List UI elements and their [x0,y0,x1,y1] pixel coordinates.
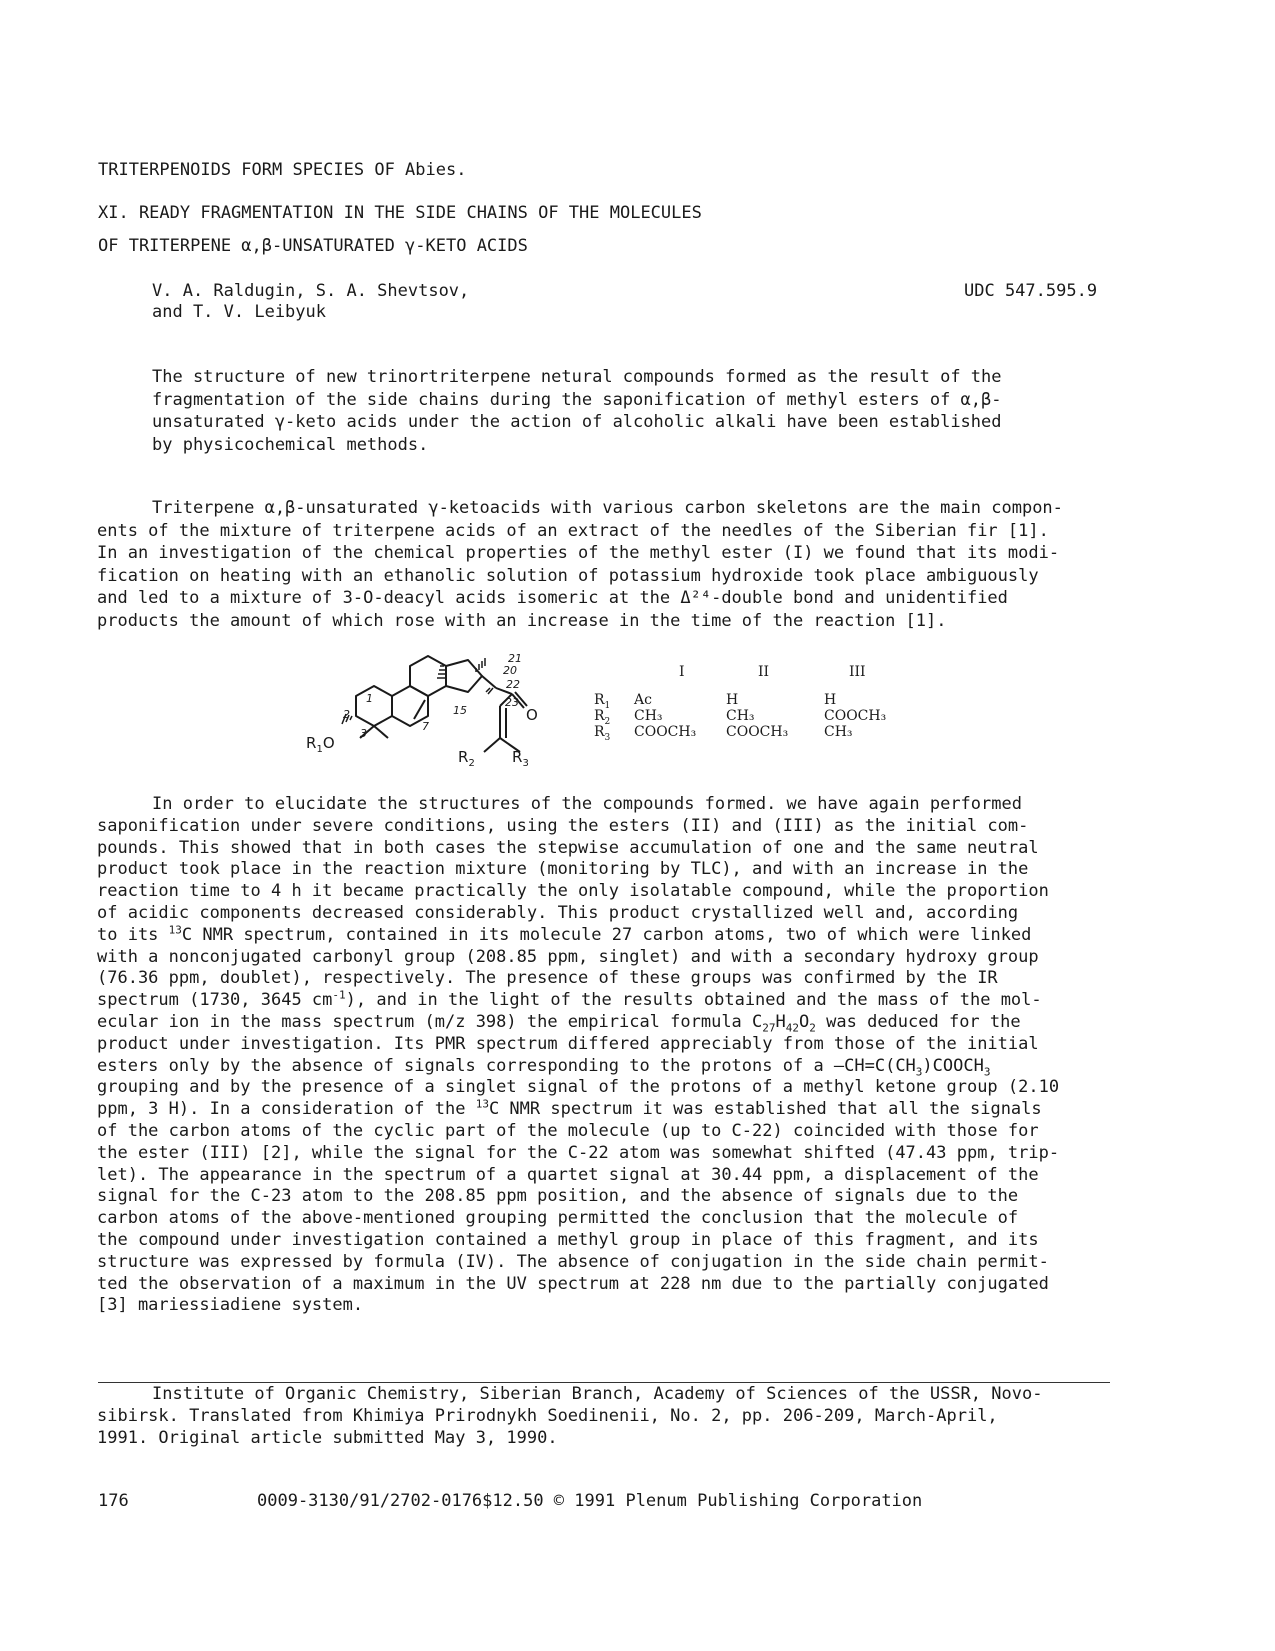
footnote [97,1384,1042,1449]
row-label: $R_1$ [594,692,611,711]
abstract-line: The structure of new trinortriterpene netural compounds formed as the result of the [152,367,1002,387]
table-cell: COOCH₃ [726,724,789,740]
paragraph-line: of acidic components decreased considerably. This product crystallized well and, according [97,902,1019,923]
paragraph-line: the ester (III) [2], while the signal for the C-22 atom was somewhat shifted (47.43 ppm, trip- [97,1142,1060,1163]
atom-label-c21: 21 [508,652,522,665]
atom-label-c7: 7 [422,720,429,733]
atom-label-c2: 2 [343,708,350,721]
series-title: TRITERPENOIDS FORM SPECIES OF Abies. [98,160,467,180]
paragraph-intro [97,497,1063,633]
double-bond-ring-b [414,700,425,719]
r2-label: $R_2$ [458,748,475,769]
paragraph-line: reaction time to 4 h it became practically the only isolatable compound, while the proportion [97,881,1049,902]
ring-c [410,656,446,696]
ring-d [446,660,482,692]
table-cell: CH₃ [726,708,755,724]
footnote-line: 1991. Original article submitted May 3, 1990. [97,1427,558,1448]
paragraph-line: ents of the mixture of triterpene acids of an extract of the needles of the Siberian fir [1]. [97,520,1049,541]
footnote-rule [98,1382,1110,1383]
paragraph-line: the compound under investigation contained a methyl group in place of this fragment, and its [97,1229,1039,1250]
paragraph-line: of the carbon atoms of the cyclic part of the molecule (up to C-22) coincided with those for [97,1120,1039,1141]
table-cell: H [824,692,837,708]
table-cell: Ac [634,692,652,708]
paragraph-line: ecular ion in the mass spectrum (m/z 398) the empirical formula $C_{27}H_{42}O_2$ was deduced for the [97,1011,1021,1035]
paragraph-line: In order to elucidate the structures of the compounds formed. we have again performed [152,794,1022,814]
substituent-table [592,664,912,754]
paragraph-line: (76.36 ppm, doublet), respectively. The presence of these groups was confirmed by the IR [97,968,998,989]
row-label: $R_3$ [594,724,611,743]
row-label: $R_2$ [594,708,611,727]
article-title-line2: OF TRITERPENE α,β-UNSATURATED γ-KETO ACIDS [98,236,528,256]
atom-label-c15: 15 [453,704,467,717]
copyright-line: 0009-3130/91/2702-0176$12.50 © 1991 Plenum Publishing Corporation [257,1491,923,1511]
paragraph-line: let). The appearance in the spectrum of a quartet signal at 30.44 ppm, a displacement of the [97,1164,1039,1185]
paragraph-line: esters only by the absence of signals corresponding to the protons of a $-CH=C(CH_3)COOCH_3$ [97,1055,991,1078]
paragraph-line: and led to a mixture of 3-O-deacyl acids isomeric at the Δ²⁴-double bond and unidentified [97,588,1008,609]
column-header: I [679,664,685,680]
paragraph-line: product took place in the reaction mixture (monitoring by TLC), and with an increase in the [97,859,1029,880]
abstract-line: by physicochemical methods. [152,434,429,455]
atom-label-c20: 20 [503,664,517,677]
paragraph-line: Triterpene α,β-unsaturated γ-ketoacids with various carbon skeletons are the main compon- [152,498,1063,518]
udc-code: UDC 547.595.9 [964,281,1098,301]
ring-a [356,686,392,726]
abstract-line: unsaturated γ-keto acids under the action of alcoholic alkali have been established [152,412,1002,433]
paragraph-line: structure was expressed by formula (IV). The absence of conjugation in the side chain permit- [97,1251,1049,1272]
paragraph-line: to its $^{13}$C NMR spectrum, contained in its molecule 27 carbon atoms, two of which were linked [97,923,1032,945]
paragraph-line: saponification under severe conditions, using the esters (II) and (III) as the initial com- [97,815,1029,836]
paragraph-line: products the amount of which rose with an increase in the time of the reaction [1]. [97,610,947,631]
column-header: II [758,664,770,680]
paragraph-line: ppm, 3 H). In a consideration of the $^{13}$C NMR spectrum it was established that all the signals [97,1097,1042,1120]
r3-label: $R_3$ [512,748,529,769]
table-cell: CH₃ [634,708,663,724]
footnote-line: Institute of Organic Chemistry, Siberian Branch, Academy of Sciences of the USSR, Novo- [152,1384,1043,1404]
authors-line2: and T. V. Leibyuk [152,302,326,322]
authors-line1: V. A. Raldugin, S. A. Shevtsov, [152,281,470,301]
chemical-structure [300,648,590,768]
paragraph-line: pounds. This showed that in both cases the stepwise accumulation of one and the same neutral [97,837,1039,858]
paragraph-line: spectrum (1730, 3645 $cm^{-1}$), and in the light of the results obtained and the mass of the mol- [97,988,1042,1011]
column-header: III [849,664,866,680]
abstract-line: fragmentation of the side chains during the saponification of methyl esters of α,β- [152,389,1002,410]
atom-label-c3: 3 [360,727,367,740]
atom-label-c23: 23 [505,696,519,709]
paragraph-line: carbon atoms of the above-mentioned grouping permitted the conclusion that the molecule of [97,1208,1019,1229]
footnote-line: sibirsk. Translated from Khimiya Prirodnykh Soedinenii, No. 2, pp. 206-209, March-April, [97,1405,998,1426]
paragraph-line: In an investigation of the chemical properties of the methyl ester (I) we found that its modi- [97,543,1060,564]
oxygen-label: O [526,706,538,724]
r1o-label: $R_1O$ [306,734,335,755]
table-cell: COOCH₃ [824,708,887,724]
atom-label-c22: 22 [506,678,520,691]
paragraph-line: product under investigation. Its PMR spectrum differed appreciably from those of the initial [97,1033,1039,1054]
table-cell: CH₃ [824,724,853,740]
paragraph-results [97,794,1059,1317]
paragraph-line: [3] mariessiadiene system. [97,1295,364,1316]
article-title-line1: XI. READY FRAGMENTATION IN THE SIDE CHAINS OF THE MOLECULES [98,203,702,223]
table-cell: H [726,692,739,708]
page-number: 176 [98,1491,129,1511]
paragraph-line: with a nonconjugated carbonyl group (208.85 ppm, singlet) and with a secondary hydroxy group [97,946,1039,967]
paragraph-line: ted the observation of a maximum in the UV spectrum at 228 nm due to the partially conjugated [97,1273,1049,1294]
paragraph-line: fication on heating with an ethanolic solution of potassium hydroxide took place ambiguously [97,565,1039,586]
table-cell: COOCH₃ [634,724,697,740]
atom-label-c1: 1 [366,692,373,705]
paragraph-line: grouping and by the presence of a singlet signal of the protons of a methyl ketone group (2.10 [97,1077,1060,1098]
abstract [152,366,1002,456]
paragraph-line: signal for the C-23 atom to the 208.85 ppm position, and the absence of signals due to the [97,1186,1019,1207]
